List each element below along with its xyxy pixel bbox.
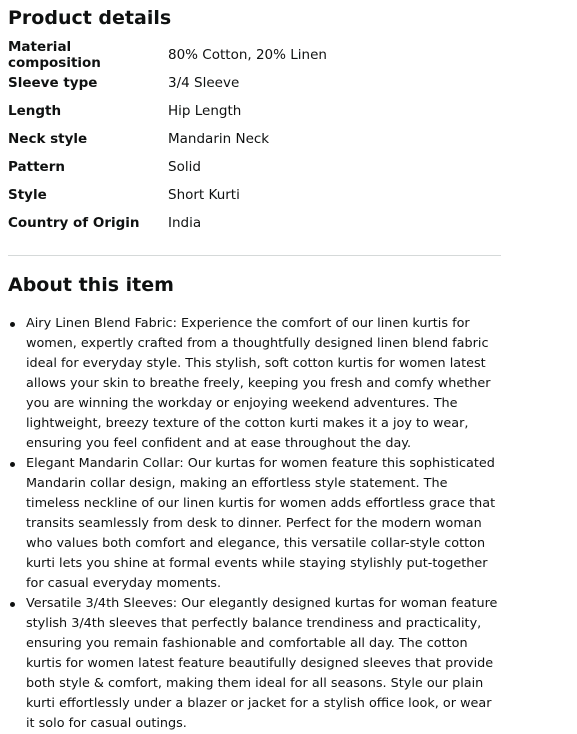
bullet-dot-icon [10, 322, 15, 327]
detail-label: Style [8, 187, 47, 203]
detail-label: Material composition [8, 39, 101, 71]
detail-label: Length [8, 103, 62, 119]
detail-row-sleeve-type [8, 69, 327, 97]
detail-value: 80% Cotton, 20% Linen [168, 47, 327, 63]
about-bullet-text: Elegant Mandarin Collar: Our kurtas for women feature this sophisticated Mandarin collar design, making an effortless style statement. The timeless neckline of our linen kurtis for women adds effortless grace that transits seamlessly from desk to dinner. Perfect for the modern woman who values both comfort and elegance, this versatile collar-style cotton kurti lets you shine at formal events while staying stylishly put-together for casual everyday moments. [26, 456, 496, 591]
detail-row-pattern [8, 153, 327, 181]
section-divider [8, 255, 501, 256]
detail-label: Country of Origin [8, 215, 140, 231]
about-bullet-item [8, 314, 502, 454]
detail-row-neck-style [8, 125, 327, 153]
about-bullet-text: Airy Linen Blend Fabric: Experience the comfort of our linen kurtis for women, expertly crafted from a thoughtfully designed linen blend fabric ideal for everyday style. This stylish, soft cotton kurtis for women latest allows your skin to breathe freely, keeping you fresh and comfy whether you are winning the workday or enjoying weekend adventures. The lightweight, breezy texture of the cotton kurti makes it a joy to wear, ensuring you feel confident and at ease throughout the day. [26, 316, 491, 451]
about-bullet-text: Versatile 3/4th Sleeves: Our elegantly designed kurtas for woman feature stylish 3/4th sleeves that perfectly balance trendiness and practicality, ensuring you remain fashionable and comfortable all day. The cotton kurtis for women latest feature beautifully designed sleeves that provide both style & comfort, making them ideal for all seasons. Style our plain kurti effortlessly under a blazer or jacket for a stylish office look, or wear it solo for casual outings. [26, 596, 498, 731]
detail-label: Pattern [8, 159, 65, 175]
detail-value: India [168, 215, 202, 231]
detail-label: Neck style [8, 131, 88, 147]
product-details-heading: Product details [8, 7, 172, 29]
about-heading: About this item [8, 274, 174, 296]
product-details-table [8, 41, 327, 237]
bullet-dot-icon [10, 462, 15, 467]
about-bullet-item [8, 594, 502, 734]
detail-row-length [8, 97, 327, 125]
bullet-dot-icon [10, 602, 15, 607]
detail-value: Short Kurti [168, 187, 240, 203]
detail-value: Mandarin Neck [168, 131, 270, 147]
detail-row-material [8, 41, 327, 69]
detail-label: Sleeve type [8, 75, 98, 91]
about-bullet-list [8, 314, 502, 734]
detail-row-country-of-origin [8, 209, 327, 237]
detail-value: Hip Length [168, 103, 242, 119]
detail-value: 3/4 Sleeve [168, 75, 240, 91]
detail-value: Solid [168, 159, 201, 175]
detail-row-style [8, 181, 327, 209]
about-bullet-item [8, 454, 502, 594]
